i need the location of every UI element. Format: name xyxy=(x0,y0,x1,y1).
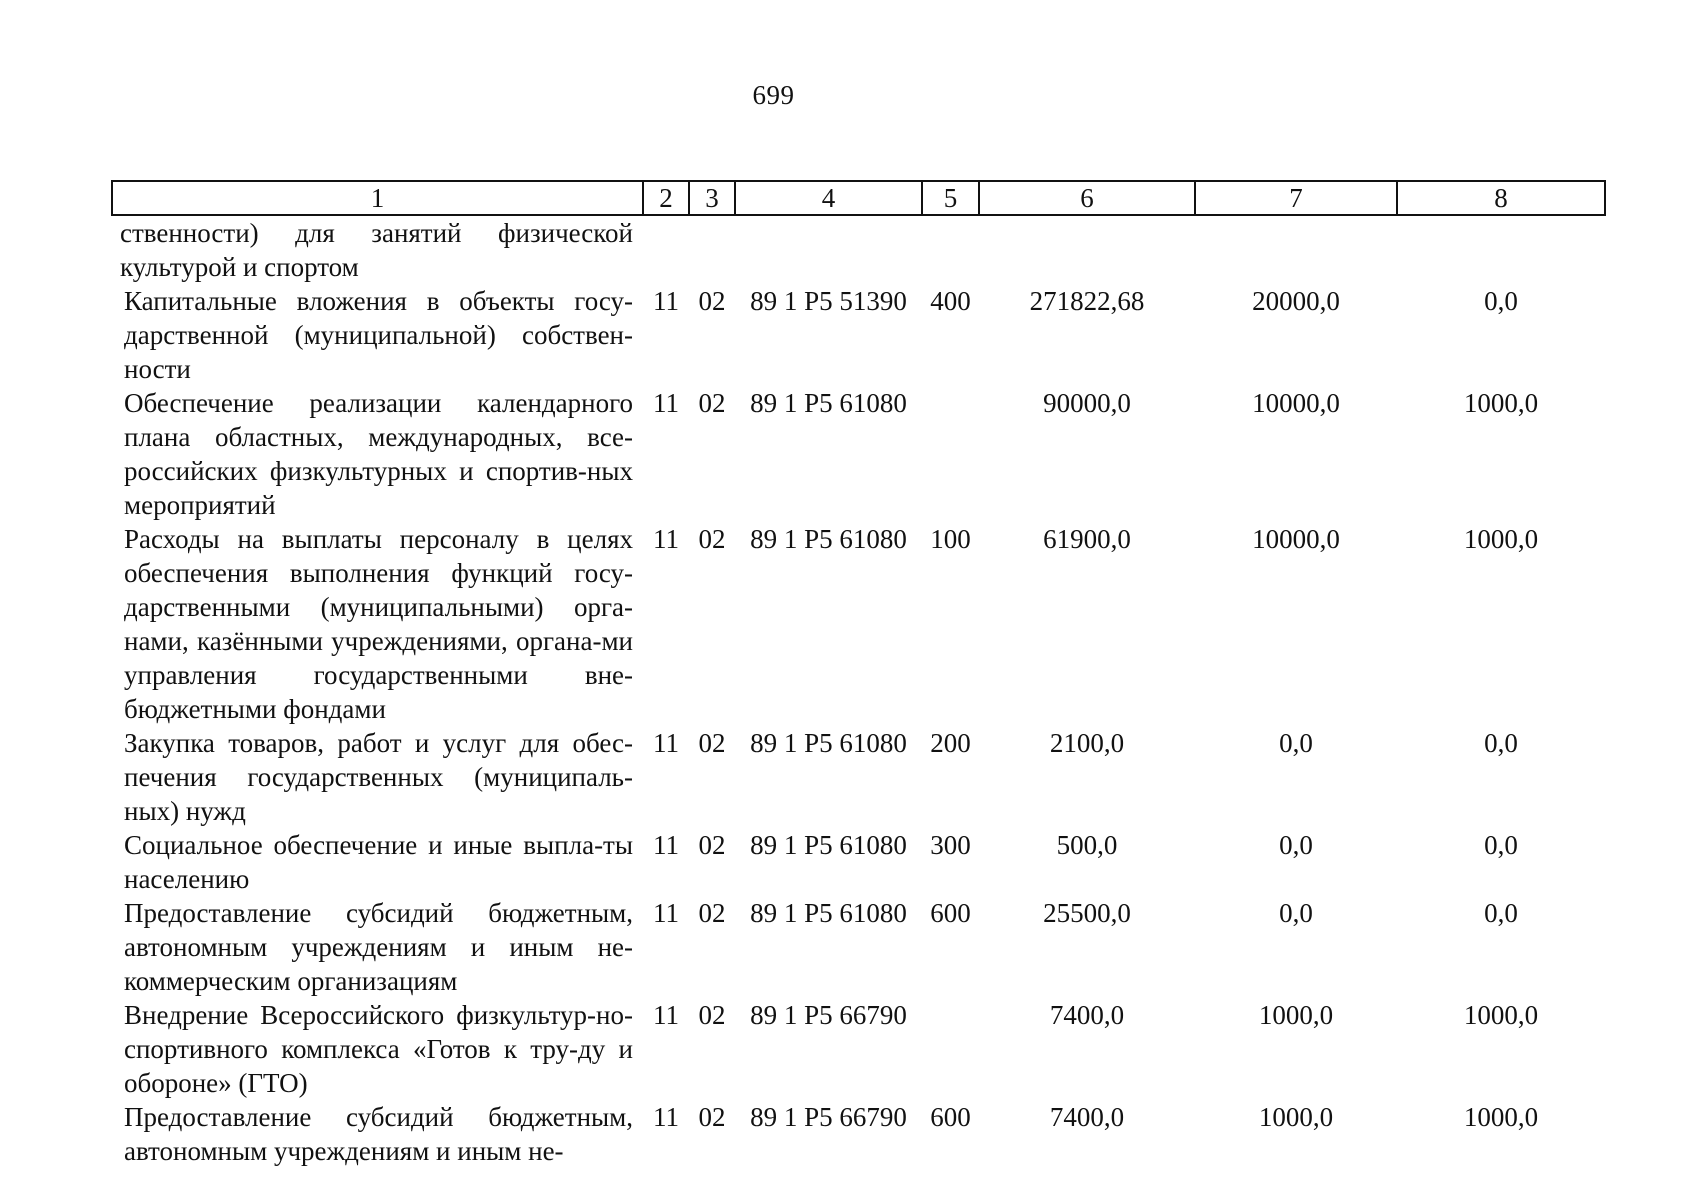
row-value-8: 0,0 xyxy=(1484,728,1518,758)
row-target-code: 89 1 P5 61080 xyxy=(750,524,907,554)
budget-table xyxy=(111,180,1606,1168)
table-row xyxy=(112,896,1605,998)
row-value-6 xyxy=(979,215,1195,284)
row-target-code: 89 1 P5 61080 xyxy=(750,388,907,418)
row-value-7: 0,0 xyxy=(1279,898,1313,928)
row-subsection: 02 xyxy=(698,388,726,418)
row-section xyxy=(643,215,689,284)
table-row xyxy=(112,522,1605,726)
row-name: Социальное обеспечение и иные выпла-ты населению xyxy=(124,830,633,894)
row-subsection: 02 xyxy=(698,524,726,554)
row-section: 11 xyxy=(653,898,679,928)
row-name: Расходы на выплаты персоналу в целях обеспечения выполнения функций госу-дарственными (муниципальными) орга-нами, казёнными учреждениями, органа-ми управления государственными вне-бюджетными фондами xyxy=(124,524,633,724)
header-col-3: 3 xyxy=(689,181,735,215)
row-subsection: 02 xyxy=(698,286,726,316)
row-target-code: 89 1 P5 61080 xyxy=(750,830,907,860)
row-value-7: 10000,0 xyxy=(1252,388,1340,418)
table-body xyxy=(112,215,1605,1168)
row-value-8: 0,0 xyxy=(1484,830,1518,860)
header-col-4: 4 xyxy=(735,181,922,215)
row-value-6: 90000,0 xyxy=(1043,388,1131,418)
table-row xyxy=(112,386,1605,522)
header-col-7: 7 xyxy=(1195,181,1397,215)
row-value-7: 0,0 xyxy=(1279,830,1313,860)
page-number-text: 699 xyxy=(752,80,795,110)
table-header xyxy=(112,181,1605,215)
row-name: Внедрение Всероссийского физкультур-но-спортивного комплекса «Готов к тру-ду и обороне» (ГТО) xyxy=(124,1000,633,1098)
table-row xyxy=(112,1100,1605,1168)
row-value-6: 271822,68 xyxy=(1029,286,1145,316)
row-value-8: 1000,0 xyxy=(1463,388,1539,418)
row-value-8 xyxy=(1397,215,1605,284)
header-col-6: 6 xyxy=(979,181,1195,215)
row-name: ственности) для занятий физической культурой и спортом xyxy=(120,218,633,282)
header-row xyxy=(112,181,1605,215)
row-value-8: 1000,0 xyxy=(1463,1102,1539,1132)
row-section: 11 xyxy=(653,286,679,316)
header-col-8: 8 xyxy=(1397,181,1605,215)
row-section: 11 xyxy=(653,388,679,418)
row-value-6: 61900,0 xyxy=(1043,524,1131,554)
row-expense-type: 400 xyxy=(930,286,971,316)
row-target-code: 89 1 P5 66790 xyxy=(750,1000,907,1030)
row-target-code: 89 1 P5 61080 xyxy=(750,898,907,928)
row-value-7: 20000,0 xyxy=(1252,286,1340,316)
row-section: 11 xyxy=(653,728,679,758)
row-value-7: 10000,0 xyxy=(1252,524,1340,554)
row-value-6: 25500,0 xyxy=(1043,898,1131,928)
table-row xyxy=(112,998,1605,1100)
row-value-7: 1000,0 xyxy=(1258,1102,1334,1132)
row-subsection: 02 xyxy=(698,898,726,928)
row-value-7: 1000,0 xyxy=(1258,1000,1334,1030)
row-expense-type xyxy=(922,386,979,522)
row-value-6: 2100,0 xyxy=(1049,728,1125,758)
row-value-8: 0,0 xyxy=(1484,898,1518,928)
row-expense-type: 100 xyxy=(930,524,971,554)
row-section: 11 xyxy=(653,1000,679,1030)
table-row xyxy=(112,215,1605,284)
row-name: Обеспечение реализации календарного плана областных, международных, все-российских физкультурных и спортив-ных мероприятий xyxy=(124,388,633,520)
row-target-code: 89 1 P5 51390 xyxy=(750,286,907,316)
page-number xyxy=(0,80,1697,111)
table-row xyxy=(112,828,1605,896)
row-section: 11 xyxy=(653,1102,679,1132)
row-value-7 xyxy=(1195,215,1397,284)
row-expense-type xyxy=(922,215,979,284)
row-value-6: 500,0 xyxy=(1056,830,1118,860)
row-section: 11 xyxy=(653,830,679,860)
row-name: Предоставление субсидий бюджетным, автономным учреждениям и иным не-коммерческим организациям xyxy=(124,898,633,996)
header-col-2: 2 xyxy=(643,181,689,215)
table-row xyxy=(112,726,1605,828)
row-target-code: 89 1 P5 66790 xyxy=(750,1102,907,1132)
row-subsection: 02 xyxy=(698,1000,726,1030)
row-expense-type: 600 xyxy=(930,1102,971,1132)
row-value-8: 0,0 xyxy=(1484,286,1518,316)
table-row xyxy=(112,284,1605,386)
row-target-code xyxy=(735,215,922,284)
row-subsection: 02 xyxy=(698,830,726,860)
row-value-8: 1000,0 xyxy=(1463,524,1539,554)
row-subsection: 02 xyxy=(698,1102,726,1132)
row-expense-type xyxy=(922,998,979,1100)
row-name: Предоставление субсидий бюджетным, автономным учреждениям и иным не- xyxy=(124,1102,633,1166)
row-name: Закупка товаров, работ и услуг для обес-печения государственных (муниципаль-ных) нужд xyxy=(124,728,633,826)
row-value-6: 7400,0 xyxy=(1049,1000,1125,1030)
row-value-6: 7400,0 xyxy=(1049,1102,1125,1132)
row-expense-type: 200 xyxy=(930,728,971,758)
header-col-1: 1 xyxy=(112,181,643,215)
row-target-code: 89 1 P5 61080 xyxy=(750,728,907,758)
row-expense-type: 600 xyxy=(930,898,971,928)
row-subsection: 02 xyxy=(698,728,726,758)
row-value-7: 0,0 xyxy=(1279,728,1313,758)
header-col-5: 5 xyxy=(922,181,979,215)
row-name: Капитальные вложения в объекты госу-дарственной (муниципальной) собствен-ности xyxy=(124,286,633,384)
row-section: 11 xyxy=(653,524,679,554)
row-expense-type: 300 xyxy=(930,830,971,860)
row-value-8: 1000,0 xyxy=(1463,1000,1539,1030)
row-subsection xyxy=(689,215,735,284)
